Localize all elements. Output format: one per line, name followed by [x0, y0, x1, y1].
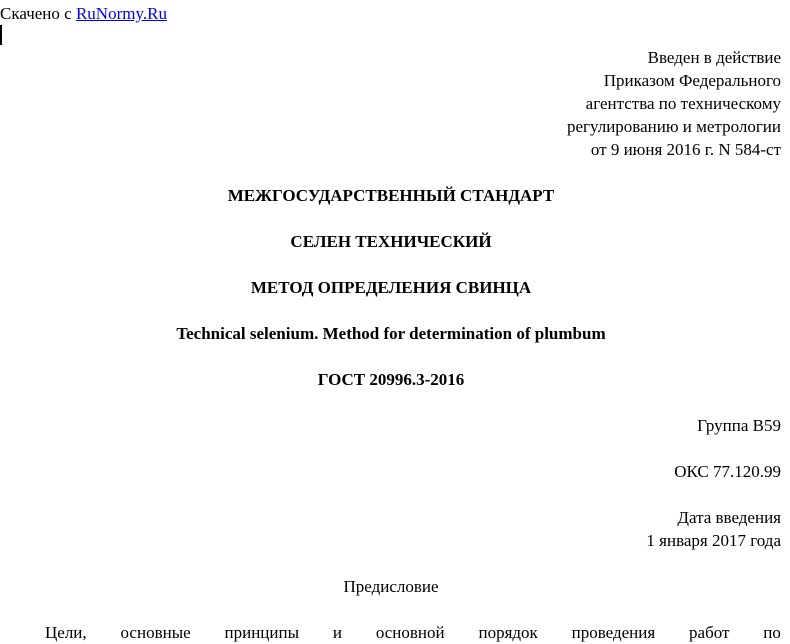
- foreword-word: проведения: [571, 623, 656, 642]
- introduction-date-label: Дата введения: [677, 508, 781, 527]
- foreword-word: основной: [375, 623, 445, 642]
- enactment-line: Введен в действие: [647, 48, 781, 67]
- introduction-date-block: [646, 506, 781, 552]
- enactment-line: от 9 июня 2016 г. N 584-ст: [590, 140, 781, 159]
- enactment-block: [567, 46, 781, 161]
- foreword-word: основные: [120, 623, 191, 642]
- source-prefix: Скачено с: [0, 4, 76, 23]
- source-line: [0, 2, 167, 25]
- standard-designation: ГОСТ 20996.3-2016: [317, 370, 465, 389]
- title-line-2: МЕТОД ОПРЕДЕЛЕНИЯ СВИНЦА: [250, 278, 532, 297]
- foreword-word: Цели,: [45, 623, 87, 642]
- standard-type-heading: МЕЖГОСУДАРСТВЕННЫЙ СТАНДАРТ: [227, 186, 555, 205]
- title-line-1: СЕЛЕН ТЕХНИЧЕСКИЙ: [290, 232, 492, 251]
- foreword-word: и: [332, 623, 342, 642]
- foreword-word: работ: [689, 623, 730, 642]
- foreword-word: по: [763, 623, 781, 642]
- classification-group: Группа В59: [697, 416, 781, 435]
- classification-oks: ОКС 77.120.99: [674, 462, 781, 481]
- title-english: Technical selenium. Method for determination of plumbum: [176, 324, 606, 343]
- foreword-word: порядок: [478, 623, 538, 642]
- source-link[interactable]: RuNormy.Ru: [75, 4, 167, 23]
- enactment-line: регулированию и метрологии: [566, 117, 781, 136]
- text-cursor: [0, 25, 2, 45]
- introduction-date-value: 1 января 2017 года: [646, 531, 781, 550]
- enactment-line: агентства по техническому: [585, 94, 781, 113]
- foreword-word: принципы: [224, 623, 300, 642]
- enactment-line: Приказом Федерального: [603, 71, 781, 90]
- foreword-title: Предисловие: [343, 577, 439, 596]
